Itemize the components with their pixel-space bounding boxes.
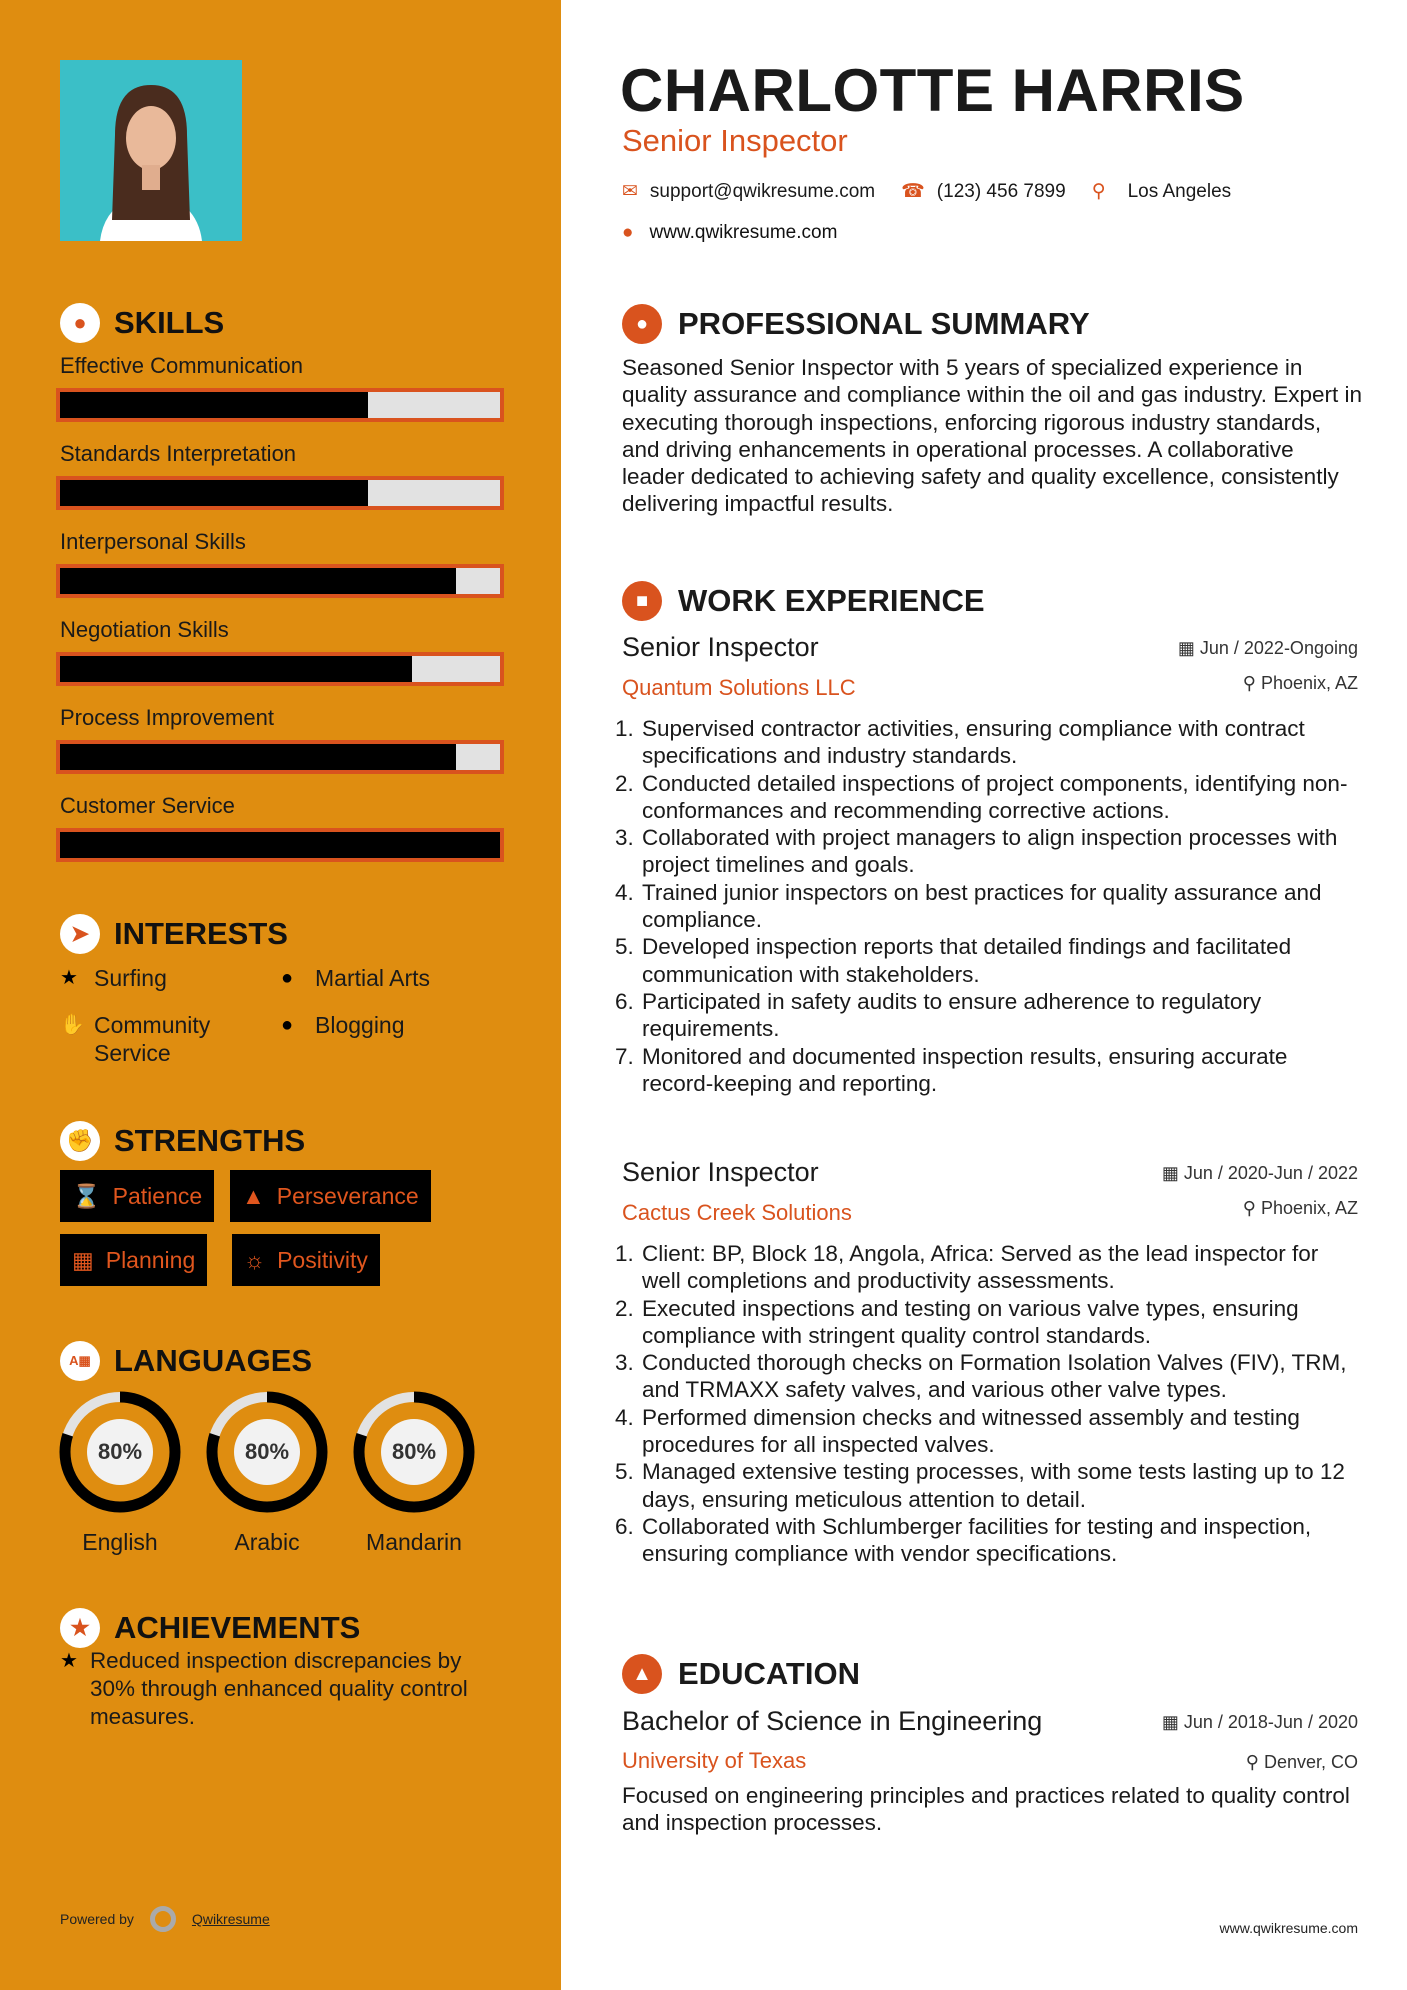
job-bullet: 3. Conducted thorough checks on Formation Isolation Valves (FIV), TRM, and TRMAXX safety valves, and various other valve types. [640,1349,1362,1404]
shooting-star-icon: ★ [60,1650,78,1672]
pin-icon: ⚲ [1242,1198,1261,1218]
phone: (123) 456 7899 [936,180,1066,202]
skill-bar-fill [60,832,500,858]
skill-bar-fill [60,744,456,770]
calendar-icon: ▦ [1161,1712,1184,1732]
achievement-item: ★ Reduced inspection discrepancies by 30% through enhanced quality control measures. [60,1648,468,1729]
road-icon: ▲ [242,1182,265,1209]
summary-text: Seasoned Senior Inspector with 5 years of specialized experience in quality assurance and compliance within the oil and gas industry. Expert in executing thorough inspections, enforcing rigorous industry standards, and driving enhancements in operational processes. A collaborative leader dedicated to achieving safety and quality excellence, consistently delivering impactful results. [622,355,1362,517]
job-bullet: 5. Developed inspection reports that detailed findings and facilitated communication with stakeholders. [640,933,1362,988]
star-icon: ★ [60,967,78,989]
languages-heading: A▦ LANGUAGES [60,1341,312,1381]
job-bullet: 1. Client: BP, Block 18, Angola, Africa: Served as the lead inspector for well completions and productivity assessments. [640,1240,1362,1295]
skill-label: Negotiation Skills [60,617,229,642]
globe-icon: ● [622,222,634,243]
skill-bar [56,740,504,774]
pin-icon: ⚲ [1242,673,1261,693]
job-bullet: 4. Performed dimension checks and witnessed assembly and testing procedures for all inspected valves. [640,1404,1362,1459]
calendar-icon: ▦ [72,1246,94,1273]
qwikresume-logo-icon [150,1906,176,1932]
job-bullet: 5. Managed extensive testing processes, with some tests lasting up to 12 days, ensuring meticulous attention to detail. [640,1458,1362,1513]
skill-bar [56,652,504,686]
interest-item: ● Blogging [281,1012,405,1038]
job-bullet: 3. Collaborated with project managers to align inspection processes with project timelines and goals. [640,824,1362,879]
users-icon: ● [281,1014,294,1036]
job-bullets [612,715,1362,1097]
strength-badge: ⌛ Patience [60,1170,214,1222]
job-bullets [612,1240,1362,1568]
language-percent: 80% [244,1439,290,1464]
map-pin-icon: ⚲ [1091,181,1106,202]
location: Los Angeles [1127,180,1232,202]
skill-bar-fill [60,392,368,418]
job-bullet: 1. Supervised contractor activities, ensuring compliance with contract specifications and industry standards. [640,715,1362,770]
skill-label: Interpersonal Skills [60,529,246,554]
fist-icon: ✊ [60,1121,100,1161]
language-name: Mandarin [366,1529,462,1555]
company-name: Cactus Creek Solutions [622,1200,852,1225]
skill-bar [56,388,504,422]
education-text: Focused on engineering principles and practices related to quality control and inspection processes. [622,1783,1350,1836]
interest-item: ✋ Community Service [60,1012,211,1066]
chair-icon: ■ [622,581,662,621]
strength-badge: ▦ Planning [60,1234,207,1286]
candidate-title: Senior Inspector [622,123,848,158]
skill-bar [56,476,504,510]
job-location: ⚲ Phoenix, AZ [1242,1198,1358,1218]
achievements-heading: ★ ACHIEVEMENTS [60,1608,360,1648]
skill-bar [56,564,504,598]
skill-bar-fill [60,656,412,682]
language-name: English [82,1529,158,1555]
job-title: Senior Inspector [622,1157,819,1187]
job-bullet: 2. Conducted detailed inspections of project components, identifying non-conformances and recommending corrective actions. [640,770,1362,825]
strength-badge: ▲ Perseverance [230,1170,431,1222]
company-name: Quantum Solutions LLC [622,675,856,700]
language-percent: 80% [97,1439,143,1464]
qwikresume-link[interactable]: Qwikresume [191,1911,270,1927]
strength-badge: ☼ Positivity [232,1234,380,1286]
profile-photo [60,60,242,241]
skill-label: Process Improvement [60,705,274,730]
powered-by: Powered by Qwikresume [60,1906,270,1932]
sun-icon: ☼ [244,1246,266,1273]
skill-bar [56,828,504,862]
sidebar [0,0,561,1990]
website[interactable]: www.qwikresume.com [649,222,838,243]
skill-label: Effective Communication [60,353,303,378]
footer-url[interactable]: www.qwikresume.com [1219,1920,1358,1936]
paper-plane-icon: ➤ [60,914,100,954]
pin-icon: ⚲ [1245,1752,1264,1772]
language-icon: A▦ [60,1341,100,1381]
website-row [622,222,837,244]
job-dates: ▦ Jun / 2020-Jun / 2022 [1161,1163,1358,1183]
job-bullet: 6. Collaborated with Schlumberger facilities for testing and inspection, ensuring compliance with vendor specifications. [640,1513,1362,1568]
star-icon: ★ [60,1608,100,1648]
lightbulb-icon: ● [60,303,100,343]
envelope-icon: ✉ [622,181,638,202]
skill-label: Standards Interpretation [60,441,297,466]
hourglass-icon: ⌛ [72,1182,101,1209]
contact-row [622,180,1231,203]
skill-bar-fill [60,568,456,594]
interests-heading: ➤ INTERESTS [60,914,288,954]
job-location: ⚲ Phoenix, AZ [1242,673,1358,693]
language-donut [353,1391,475,1555]
education-dates: ▦ Jun / 2018-Jun / 2020 [1161,1712,1358,1732]
calendar-icon: ▦ [1161,1163,1184,1183]
skill-bar-fill [60,480,368,506]
interest-item: ● Martial Arts [281,965,431,991]
language-percent: 80% [391,1439,437,1464]
experience-heading: ■ WORK EXPERIENCE [622,581,985,621]
fist-icon: ✋ [60,1014,85,1036]
school: University of Texas [622,1748,807,1773]
email[interactable]: support@qwikresume.com [649,180,876,202]
skills-heading: ● SKILLS [60,303,224,343]
language-donut [206,1391,328,1555]
job-bullet: 7. Monitored and documented inspection results, ensuring accurate record-keeping and reporting. [640,1043,1362,1098]
job-bullet: 2. Executed inspections and testing on various valve types, ensuring compliance with stringent quality control standards. [640,1295,1362,1350]
user-icon: ● [622,304,662,344]
summary-heading: ● PROFESSIONAL SUMMARY [622,304,1090,344]
education-location: ⚲ Denver, CO [1245,1752,1358,1772]
phone-icon: ☎ [901,181,925,202]
candidate-name: CHARLOTTE HARRIS [620,57,1245,124]
calendar-icon: ▦ [1177,638,1200,658]
job-dates: ▦ Jun / 2022-Ongoing [1177,638,1358,658]
language-donut [59,1391,181,1555]
job-bullet: 4. Trained junior inspectors on best practices for quality assurance and compliance. [640,879,1362,934]
strengths-heading: ✊ STRENGTHS [60,1121,305,1161]
graduate-icon: ▲ [622,1654,662,1694]
job-bullet: 6. Participated in safety audits to ensure adherence to regulatory requirements. [640,988,1362,1043]
job-title: Senior Inspector [622,632,819,662]
globe-icon: ● [281,967,294,989]
degree: Bachelor of Science in Engineering [622,1706,1043,1736]
skill-label: Customer Service [60,793,235,818]
education-heading: ▲ EDUCATION [622,1654,860,1694]
language-name: Arabic [234,1529,300,1555]
interest-item: ★ Surfing [60,965,167,991]
